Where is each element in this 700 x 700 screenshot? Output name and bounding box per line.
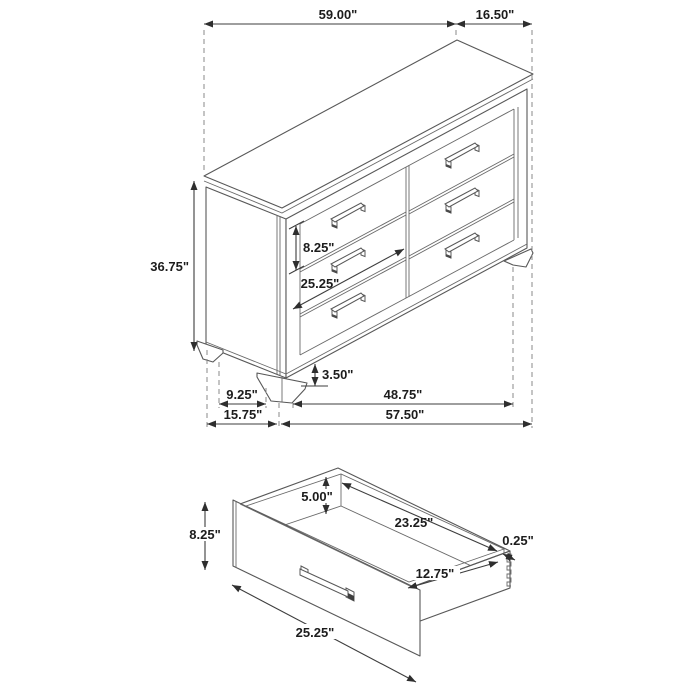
dim-label-base-right: 48.75"	[383, 387, 423, 402]
dim-label-wall-height: 5.00"	[301, 489, 333, 504]
drawer-right-wall	[412, 551, 510, 624]
dim-label-base-left: 15.75"	[223, 407, 263, 422]
dresser-diagram	[150, 7, 533, 428]
dim-label-inner-depth: 12.75"	[415, 566, 455, 581]
drawer-diagram	[185, 468, 534, 682]
dim-label-height: 36.75"	[150, 259, 189, 274]
dim-label-top-depth: 16.50"	[475, 7, 515, 22]
dim-label-base-width: 57.50"	[385, 407, 425, 422]
dim-label-wall-thickness: 0.25"	[502, 533, 534, 548]
dim-label-front-width: 25.25"	[295, 625, 335, 640]
dim-label-inner-width: 23.25"	[394, 515, 434, 530]
dim-label-drawer-width: 25.25"	[300, 276, 340, 291]
dim-label-top-width: 59.00"	[318, 7, 358, 22]
dim-label-leg-offset: 9.25"	[226, 387, 258, 402]
dim-label-front-height: 8.25"	[189, 527, 221, 542]
dim-label-leg-height: 3.50"	[322, 367, 354, 382]
dim-label-drawer-height: 8.25"	[303, 240, 335, 255]
